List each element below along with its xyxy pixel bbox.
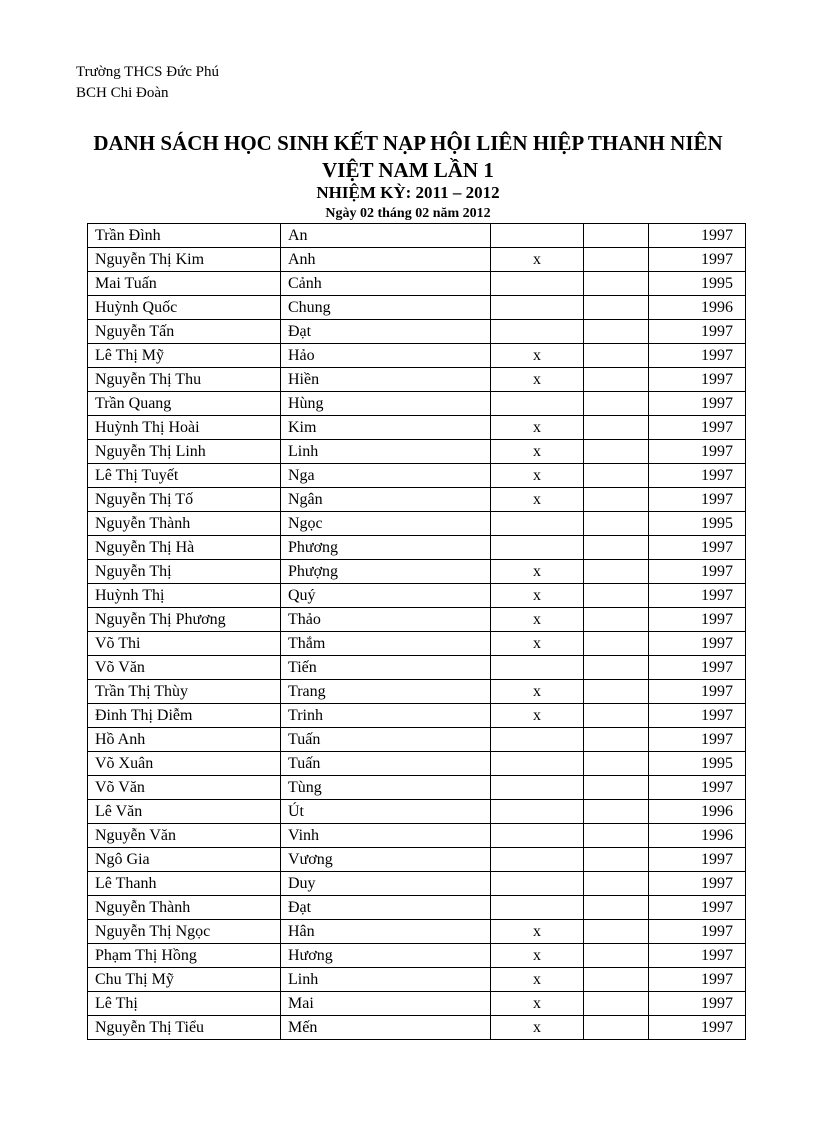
mark-cell	[491, 272, 584, 296]
blank-cell	[584, 656, 649, 680]
mark-cell: x	[491, 1016, 584, 1040]
last-name-cell: Lê Thị Tuyết	[88, 464, 281, 488]
last-name-cell: Huỳnh Thị Hoài	[88, 416, 281, 440]
mark-cell	[491, 320, 584, 344]
table-row	[88, 608, 746, 632]
mark-cell: x	[491, 608, 584, 632]
first-name-cell: Ngân	[281, 488, 491, 512]
birth-year-cell: 1997	[649, 344, 746, 368]
blank-cell	[584, 344, 649, 368]
first-name-cell: Vinh	[281, 824, 491, 848]
birth-year-cell: 1996	[649, 824, 746, 848]
birth-year-cell: 1997	[649, 848, 746, 872]
blank-cell	[584, 680, 649, 704]
birth-year-cell: 1997	[649, 368, 746, 392]
birth-year-cell: 1997	[649, 992, 746, 1016]
blank-cell	[584, 944, 649, 968]
first-name-cell: Linh	[281, 968, 491, 992]
table-row	[88, 560, 746, 584]
birth-year-cell: 1997	[649, 704, 746, 728]
birth-year-cell: 1997	[649, 872, 746, 896]
blank-cell	[584, 488, 649, 512]
first-name-cell: Thảo	[281, 608, 491, 632]
last-name-cell: Trần Đình	[88, 224, 281, 248]
birth-year-cell: 1997	[649, 608, 746, 632]
first-name-cell: Cảnh	[281, 272, 491, 296]
last-name-cell: Võ Thi	[88, 632, 281, 656]
last-name-cell: Võ Xuân	[88, 752, 281, 776]
first-name-cell: Tùng	[281, 776, 491, 800]
blank-cell	[584, 512, 649, 536]
first-name-cell: Hương	[281, 944, 491, 968]
mark-cell: x	[491, 944, 584, 968]
first-name-cell: Anh	[281, 248, 491, 272]
date-label: Ngày 02 tháng 02 năm 2012	[325, 206, 491, 221]
mark-cell: x	[491, 920, 584, 944]
first-name-cell: Chung	[281, 296, 491, 320]
mark-cell: x	[491, 704, 584, 728]
blank-cell	[584, 1016, 649, 1040]
mark-cell: x	[491, 464, 584, 488]
last-name-cell: Nguyễn Thị Linh	[88, 440, 281, 464]
mark-cell: x	[491, 440, 584, 464]
first-name-cell: Hân	[281, 920, 491, 944]
first-name-cell: Quý	[281, 584, 491, 608]
blank-cell	[584, 272, 649, 296]
birth-year-cell: 1997	[649, 392, 746, 416]
table-row	[88, 752, 746, 776]
mark-cell	[491, 872, 584, 896]
birth-year-cell: 1997	[649, 776, 746, 800]
student-table-body	[88, 224, 746, 1040]
blank-cell	[584, 632, 649, 656]
first-name-cell: Duy	[281, 872, 491, 896]
table-row	[88, 944, 746, 968]
birth-year-cell: 1996	[649, 800, 746, 824]
document-title-line2: VIỆT NAM LẦN 1	[322, 158, 494, 182]
blank-cell	[584, 728, 649, 752]
mark-cell: x	[491, 680, 584, 704]
mark-cell	[491, 896, 584, 920]
blank-cell	[584, 968, 649, 992]
last-name-cell: Nguyễn Thị Hà	[88, 536, 281, 560]
last-name-cell: Chu Thị Mỹ	[88, 968, 281, 992]
mark-cell: x	[491, 368, 584, 392]
blank-cell	[584, 296, 649, 320]
table-row	[88, 920, 746, 944]
birth-year-cell: 1997	[649, 224, 746, 248]
table-row	[88, 512, 746, 536]
birth-year-cell: 1997	[649, 488, 746, 512]
blank-cell	[584, 224, 649, 248]
blank-cell	[584, 560, 649, 584]
birth-year-cell: 1997	[649, 944, 746, 968]
table-row	[88, 224, 746, 248]
document-title: DANH SÁCH HỌC SINH KẾT NẠP HỘI LIÊN HIỆP THANH NIÊN	[93, 131, 723, 155]
first-name-cell: Phượng	[281, 560, 491, 584]
mark-cell	[491, 224, 584, 248]
blank-cell	[584, 848, 649, 872]
birth-year-cell: 1997	[649, 968, 746, 992]
blank-cell	[584, 872, 649, 896]
table-row	[88, 704, 746, 728]
mark-cell: x	[491, 416, 584, 440]
birth-year-cell: 1997	[649, 248, 746, 272]
last-name-cell: Huỳnh Thị	[88, 584, 281, 608]
blank-cell	[584, 704, 649, 728]
mark-cell: x	[491, 968, 584, 992]
last-name-cell: Hồ Anh	[88, 728, 281, 752]
table-row	[88, 344, 746, 368]
birth-year-cell: 1997	[649, 320, 746, 344]
birth-year-cell: 1997	[649, 728, 746, 752]
birth-year-cell: 1997	[649, 440, 746, 464]
last-name-cell: Huỳnh Quốc	[88, 296, 281, 320]
last-name-cell: Nguyễn Thị	[88, 560, 281, 584]
term-label: NHIỆM KỲ: 2011 – 2012	[316, 183, 500, 202]
first-name-cell: Đạt	[281, 896, 491, 920]
first-name-cell: An	[281, 224, 491, 248]
table-row	[88, 272, 746, 296]
table-row	[88, 416, 746, 440]
mark-cell	[491, 848, 584, 872]
mark-cell: x	[491, 632, 584, 656]
last-name-cell: Ngô Gia	[88, 848, 281, 872]
blank-cell	[584, 920, 649, 944]
mark-cell: x	[491, 344, 584, 368]
blank-cell	[584, 608, 649, 632]
first-name-cell: Thắm	[281, 632, 491, 656]
last-name-cell: Trần Quang	[88, 392, 281, 416]
birth-year-cell: 1997	[649, 680, 746, 704]
blank-cell	[584, 800, 649, 824]
blank-cell	[584, 320, 649, 344]
blank-cell	[584, 248, 649, 272]
table-row	[88, 872, 746, 896]
first-name-cell: Trang	[281, 680, 491, 704]
last-name-cell: Trần Thị Thùy	[88, 680, 281, 704]
last-name-cell: Nguyễn Tấn	[88, 320, 281, 344]
mark-cell: x	[491, 560, 584, 584]
unit-name: BCH Chi Đoàn	[76, 85, 169, 101]
first-name-cell: Hùng	[281, 392, 491, 416]
mark-cell: x	[491, 992, 584, 1016]
table-row	[88, 584, 746, 608]
birth-year-cell: 1997	[649, 920, 746, 944]
birth-year-cell: 1997	[649, 584, 746, 608]
birth-year-cell: 1997	[649, 656, 746, 680]
first-name-cell: Kim	[281, 416, 491, 440]
first-name-cell: Mến	[281, 1016, 491, 1040]
table-row	[88, 800, 746, 824]
blank-cell	[584, 368, 649, 392]
last-name-cell: Võ Văn	[88, 656, 281, 680]
mark-cell	[491, 752, 584, 776]
birth-year-cell: 1995	[649, 752, 746, 776]
first-name-cell: Mai	[281, 992, 491, 1016]
last-name-cell: Lê Thị Mỹ	[88, 344, 281, 368]
table-row	[88, 488, 746, 512]
table-row	[88, 1016, 746, 1040]
last-name-cell: Võ Văn	[88, 776, 281, 800]
first-name-cell: Ngọc	[281, 512, 491, 536]
mark-cell	[491, 512, 584, 536]
blank-cell	[584, 896, 649, 920]
table-row	[88, 728, 746, 752]
first-name-cell: Trinh	[281, 704, 491, 728]
first-name-cell: Hảo	[281, 344, 491, 368]
last-name-cell: Mai Tuấn	[88, 272, 281, 296]
first-name-cell: Nga	[281, 464, 491, 488]
mark-cell: x	[491, 248, 584, 272]
birth-year-cell: 1997	[649, 1016, 746, 1040]
birth-year-cell: 1997	[649, 560, 746, 584]
table-row	[88, 848, 746, 872]
table-row	[88, 680, 746, 704]
last-name-cell: Nguyễn Văn	[88, 824, 281, 848]
table-row	[88, 296, 746, 320]
blank-cell	[584, 776, 649, 800]
table-row	[88, 440, 746, 464]
table-row	[88, 992, 746, 1016]
last-name-cell: Nguyễn Thị Ngọc	[88, 920, 281, 944]
birth-year-cell: 1997	[649, 416, 746, 440]
table-row	[88, 896, 746, 920]
blank-cell	[584, 392, 649, 416]
blank-cell	[584, 824, 649, 848]
mark-cell	[491, 296, 584, 320]
last-name-cell: Nguyễn Thành	[88, 512, 281, 536]
last-name-cell: Nguyễn Thị Tiểu	[88, 1016, 281, 1040]
blank-cell	[584, 992, 649, 1016]
mark-cell: x	[491, 488, 584, 512]
blank-cell	[584, 752, 649, 776]
table-row	[88, 632, 746, 656]
mark-cell: x	[491, 584, 584, 608]
table-row	[88, 776, 746, 800]
mark-cell	[491, 800, 584, 824]
blank-cell	[584, 584, 649, 608]
last-name-cell: Lê Văn	[88, 800, 281, 824]
birth-year-cell: 1996	[649, 296, 746, 320]
last-name-cell: Lê Thanh	[88, 872, 281, 896]
first-name-cell: Phương	[281, 536, 491, 560]
mark-cell	[491, 656, 584, 680]
last-name-cell: Nguyễn Thị Kim	[88, 248, 281, 272]
last-name-cell: Phạm Thị Hồng	[88, 944, 281, 968]
last-name-cell: Nguyễn Thị Phương	[88, 608, 281, 632]
table-row	[88, 968, 746, 992]
last-name-cell: Nguyễn Thị Thu	[88, 368, 281, 392]
table-row	[88, 536, 746, 560]
blank-cell	[584, 416, 649, 440]
table-row	[88, 656, 746, 680]
mark-cell	[491, 392, 584, 416]
student-table	[87, 223, 746, 1040]
last-name-cell: Nguyễn Thị Tố	[88, 488, 281, 512]
table-row	[88, 392, 746, 416]
table-row	[88, 248, 746, 272]
first-name-cell: Vương	[281, 848, 491, 872]
birth-year-cell: 1997	[649, 464, 746, 488]
mark-cell	[491, 536, 584, 560]
birth-year-cell: 1995	[649, 272, 746, 296]
first-name-cell: Út	[281, 800, 491, 824]
blank-cell	[584, 464, 649, 488]
first-name-cell: Hiền	[281, 368, 491, 392]
last-name-cell: Lê Thị	[88, 992, 281, 1016]
first-name-cell: Linh	[281, 440, 491, 464]
mark-cell	[491, 728, 584, 752]
last-name-cell: Nguyễn Thành	[88, 896, 281, 920]
birth-year-cell: 1997	[649, 632, 746, 656]
birth-year-cell: 1995	[649, 512, 746, 536]
table-row	[88, 824, 746, 848]
school-name: Trường THCS Đức Phú	[76, 64, 219, 80]
table-row	[88, 368, 746, 392]
birth-year-cell: 1997	[649, 896, 746, 920]
table-row	[88, 320, 746, 344]
birth-year-cell: 1997	[649, 536, 746, 560]
blank-cell	[584, 440, 649, 464]
last-name-cell: Đinh Thị Diễm	[88, 704, 281, 728]
table-row	[88, 464, 746, 488]
document-header	[76, 62, 219, 104]
first-name-cell: Tiến	[281, 656, 491, 680]
first-name-cell: Tuấn	[281, 752, 491, 776]
mark-cell	[491, 824, 584, 848]
blank-cell	[584, 536, 649, 560]
first-name-cell: Tuấn	[281, 728, 491, 752]
first-name-cell: Đạt	[281, 320, 491, 344]
mark-cell	[491, 776, 584, 800]
